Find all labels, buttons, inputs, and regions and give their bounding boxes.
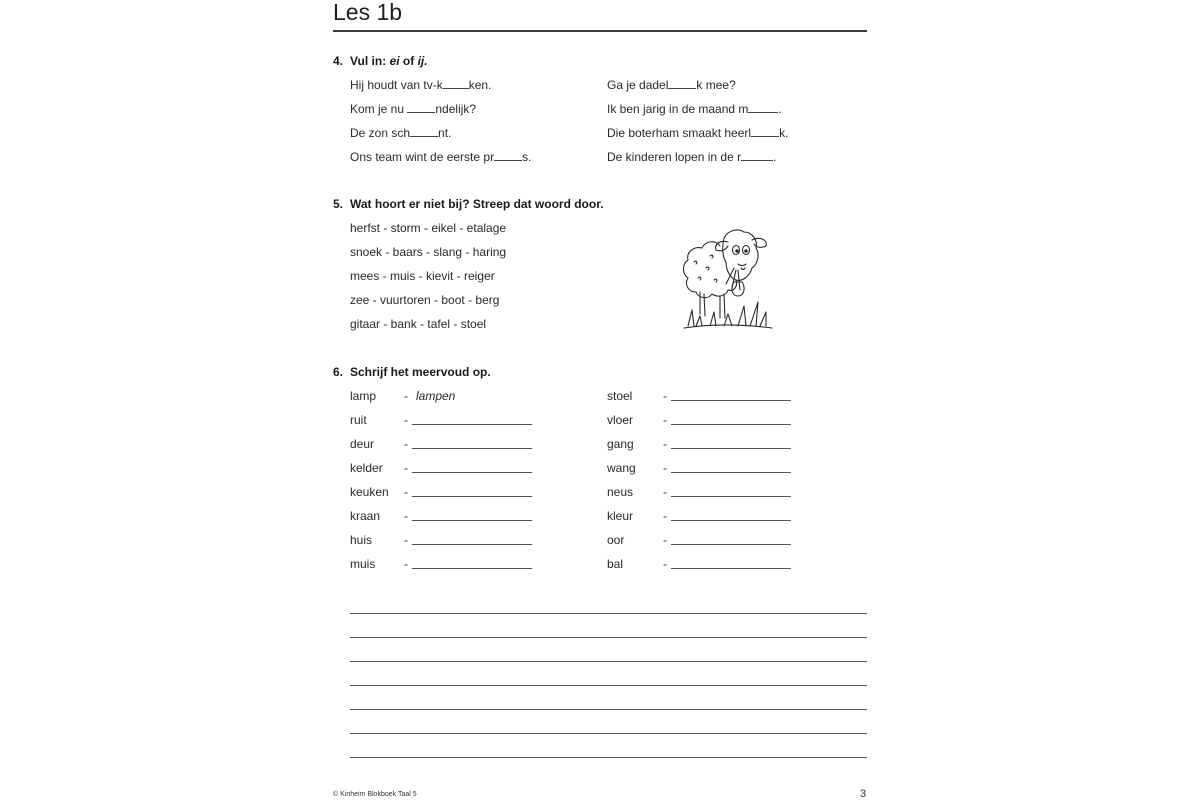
ex6-word-right-2: vloer (607, 413, 634, 427)
ex6-word-left-6: kraan (350, 509, 381, 523)
ex6-answer-line[interactable] (671, 496, 791, 497)
exercise-6-heading (333, 365, 491, 379)
ex6-dash: - (663, 413, 667, 427)
exercise-4-option-ij: ij. (417, 54, 428, 68)
ex5-word-row-5[interactable]: gitaar - bank - tafel - stoel (350, 317, 487, 331)
sentence-start: Ik ben jarig in de maand m (607, 102, 749, 116)
ex4-sentence-left-4 (350, 150, 531, 164)
ex6-word-left-5: keuken (350, 485, 389, 499)
ex6-word-right-4: wang (607, 461, 636, 475)
sentence-start: De zon sch (350, 126, 411, 140)
ex6-word-left-1: lamp (350, 389, 377, 403)
exercise-5-number: 5. (333, 197, 344, 211)
writing-line[interactable] (350, 637, 867, 638)
writing-line[interactable] (350, 733, 867, 734)
fill-blank[interactable] (668, 79, 696, 89)
ex4-sentence-left-3 (350, 126, 451, 140)
exercise-4-of: of (402, 54, 415, 68)
ex5-word-row-1[interactable]: herfst - storm - eikel - etalage (350, 221, 507, 235)
fill-blank[interactable] (410, 127, 438, 137)
ex6-dash: - (404, 413, 408, 427)
ex6-word-left-2: ruit (350, 413, 367, 427)
sentence-end: . (773, 150, 777, 164)
sentence-start: Ga je dadel (607, 78, 669, 92)
ex6-answer-line[interactable] (412, 496, 532, 497)
ex6-word-right-1: stoel (607, 389, 633, 403)
exercise-5-heading (333, 197, 604, 211)
ex6-dash: - (663, 509, 667, 523)
writing-line[interactable] (350, 757, 867, 758)
ex6-example-answer: lampen (416, 389, 456, 403)
ex6-dash: - (404, 437, 408, 451)
ex6-dash: - (404, 389, 408, 403)
sentence-start: De kinderen lopen in de r (607, 150, 742, 164)
fill-blank[interactable] (741, 151, 773, 161)
ex6-word-left-3: deur (350, 437, 375, 451)
ex6-word-left-4: kelder (350, 461, 383, 475)
ex6-answer-line[interactable] (412, 424, 532, 425)
exercise-4-number: 4. (333, 54, 344, 68)
fill-blank[interactable] (407, 103, 435, 113)
fill-blank[interactable] (748, 103, 778, 113)
fill-blank[interactable] (443, 79, 469, 89)
ex6-answer-line[interactable] (671, 400, 791, 401)
ex4-sentence-right-1 (607, 78, 736, 92)
copyright-footer: © Kinheim Blokboek Taal 5 (333, 791, 417, 798)
ex6-answer-line[interactable] (412, 520, 532, 521)
ex6-dash: - (404, 461, 408, 475)
ex6-dash: - (663, 485, 667, 499)
sentence-end: ndelijk? (435, 102, 477, 116)
sentence-end: nt. (438, 126, 452, 140)
ex6-answer-line[interactable] (671, 520, 791, 521)
ex4-sentence-right-4 (607, 150, 776, 164)
ex6-word-right-8: bal (607, 557, 624, 571)
sentence-end: k. (779, 126, 789, 140)
sentence-end: k mee? (696, 78, 736, 92)
ex6-answer-line[interactable] (671, 544, 791, 545)
fill-blank[interactable] (751, 127, 779, 137)
ex6-dash: - (663, 557, 667, 571)
ex6-dash: - (663, 533, 667, 547)
sentence-start: Hij houdt van tv-k (350, 78, 443, 92)
sentence-end: . (778, 102, 782, 116)
writing-line[interactable] (350, 709, 867, 710)
ex6-word-right-3: gang (607, 437, 634, 451)
ex4-sentence-right-2 (607, 102, 782, 116)
sheep-illustration (680, 218, 778, 334)
ex6-answer-line[interactable] (412, 472, 532, 473)
exercise-6-instruction: Schrijf het meervoud op. (350, 365, 491, 379)
ex6-dash: - (404, 557, 408, 571)
ex5-word-row-4[interactable]: zee - vuurtoren - boot - berg (350, 293, 500, 307)
sentence-start: Ons team wint de eerste pr (350, 150, 495, 164)
ex6-answer-line[interactable] (671, 424, 791, 425)
page-number: 3 (860, 788, 867, 800)
exercise-5-instruction: Wat hoort er niet bij? Streep dat woord door. (350, 197, 604, 211)
ex6-word-left-7: huis (350, 533, 373, 547)
sentence-end: ken. (468, 78, 492, 92)
ex6-word-right-7: oor (607, 533, 625, 547)
ex6-dash: - (404, 533, 408, 547)
fill-blank[interactable] (494, 151, 522, 161)
writing-line[interactable] (350, 685, 867, 686)
ex5-word-row-2[interactable]: snoek - baars - slang - haring (350, 245, 507, 259)
ex6-dash: - (663, 461, 667, 475)
ex6-answer-line[interactable] (671, 472, 791, 473)
ex6-dash: - (663, 389, 667, 403)
title-divider (333, 30, 867, 32)
sentence-start: Die boterham smaakt heerl (607, 126, 752, 140)
writing-line[interactable] (350, 661, 867, 662)
ex4-sentence-left-2 (350, 102, 476, 116)
ex6-dash: - (663, 437, 667, 451)
sentence-end: s. (522, 150, 532, 164)
ex6-answer-line[interactable] (671, 448, 791, 449)
ex5-word-row-3[interactable]: mees - muis - kievit - reiger (350, 269, 495, 283)
ex4-sentence-right-3 (607, 126, 788, 140)
exercise-4-heading (333, 54, 428, 68)
ex6-word-right-5: neus (607, 485, 634, 499)
ex6-word-right-6: kleur (607, 509, 634, 523)
ex4-sentence-left-1 (350, 78, 491, 92)
ex6-answer-line[interactable] (412, 448, 532, 449)
ex6-answer-line[interactable] (671, 568, 791, 569)
exercise-4-option-ei: ei (389, 54, 400, 68)
sentence-start: Kom je nu (350, 102, 408, 116)
ex6-dash: - (404, 485, 408, 499)
ex6-answer-line[interactable] (412, 568, 532, 569)
ex6-answer-line[interactable] (412, 544, 532, 545)
writing-line[interactable] (350, 613, 867, 614)
exercise-6-number: 6. (333, 365, 344, 379)
ex6-dash: - (404, 509, 408, 523)
ex6-word-left-8: muis (350, 557, 376, 571)
page-title: Les 1b (333, 0, 403, 25)
exercise-4-label: Vul in: (350, 54, 387, 68)
